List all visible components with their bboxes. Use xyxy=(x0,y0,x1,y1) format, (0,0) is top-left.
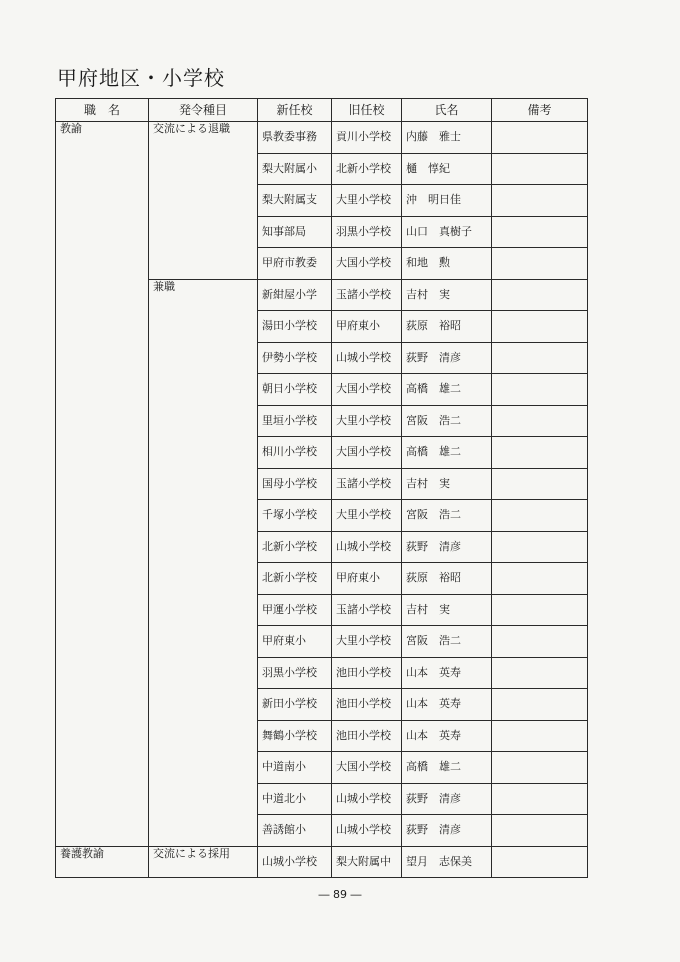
new-school-cell: 新紺屋小学 xyxy=(258,279,332,311)
old-school-cell: 大里小学校 xyxy=(332,626,402,658)
old-school-cell: 玉諸小学校 xyxy=(332,279,402,311)
old-school-cell: 梨大附属中 xyxy=(332,846,402,878)
remarks-cell xyxy=(492,374,588,406)
new-school-cell: 知事部局 xyxy=(258,216,332,248)
new-school-cell: 千塚小学校 xyxy=(258,500,332,532)
rank-cell: 教諭 xyxy=(56,122,149,847)
name-cell: 荻野 清彦 xyxy=(402,342,492,374)
name-cell: 山本 英寿 xyxy=(402,689,492,721)
name-cell: 内藤 雅士 xyxy=(402,122,492,154)
old-school-cell: 池田小学校 xyxy=(332,657,402,689)
table-row xyxy=(56,122,588,154)
new-school-cell: 羽黒小学校 xyxy=(258,657,332,689)
header-old-school: 旧任校 xyxy=(332,99,402,122)
remarks-cell xyxy=(492,216,588,248)
new-school-cell: 甲府東小 xyxy=(258,626,332,658)
new-school-cell: 甲運小学校 xyxy=(258,594,332,626)
table-header-row xyxy=(56,99,588,122)
new-school-cell: 梨大附属小 xyxy=(258,153,332,185)
old-school-cell: 山城小学校 xyxy=(332,815,402,847)
remarks-cell xyxy=(492,783,588,815)
new-school-cell: 北新小学校 xyxy=(258,563,332,595)
name-cell: 樋 惇紀 xyxy=(402,153,492,185)
remarks-cell xyxy=(492,279,588,311)
remarks-cell xyxy=(492,500,588,532)
old-school-cell: 貢川小学校 xyxy=(332,122,402,154)
old-school-cell: 大里小学校 xyxy=(332,405,402,437)
name-cell: 荻原 裕昭 xyxy=(402,563,492,595)
old-school-cell: 玉諸小学校 xyxy=(332,594,402,626)
page-title: 甲府地区・小学校 xyxy=(57,66,225,90)
remarks-cell xyxy=(492,689,588,721)
new-school-cell: 朝日小学校 xyxy=(258,374,332,406)
name-cell: 吉村 実 xyxy=(402,468,492,500)
name-cell: 山本 英寿 xyxy=(402,720,492,752)
old-school-cell: 山城小学校 xyxy=(332,783,402,815)
remarks-cell xyxy=(492,720,588,752)
old-school-cell: 大里小学校 xyxy=(332,185,402,217)
new-school-cell: 国母小学校 xyxy=(258,468,332,500)
new-school-cell: 善誘館小 xyxy=(258,815,332,847)
new-school-cell: 新田小学校 xyxy=(258,689,332,721)
remarks-cell xyxy=(492,468,588,500)
name-cell: 高橋 雄二 xyxy=(402,374,492,406)
remarks-cell xyxy=(492,752,588,784)
remarks-cell xyxy=(492,626,588,658)
old-school-cell: 羽黒小学校 xyxy=(332,216,402,248)
new-school-cell: 梨大附属支 xyxy=(258,185,332,217)
name-cell: 山口 真樹子 xyxy=(402,216,492,248)
old-school-cell: 大里小学校 xyxy=(332,500,402,532)
remarks-cell xyxy=(492,153,588,185)
old-school-cell: 山城小学校 xyxy=(332,342,402,374)
old-school-cell: 池田小学校 xyxy=(332,720,402,752)
new-school-cell: 県教委事務 xyxy=(258,122,332,154)
remarks-cell xyxy=(492,815,588,847)
new-school-cell: 北新小学校 xyxy=(258,531,332,563)
table-body xyxy=(56,122,588,878)
old-school-cell: 山城小学校 xyxy=(332,531,402,563)
old-school-cell: 甲府東小 xyxy=(332,563,402,595)
name-cell: 和地 勲 xyxy=(402,248,492,280)
new-school-cell: 山城小学校 xyxy=(258,846,332,878)
remarks-cell xyxy=(492,185,588,217)
header-new-school: 新任校 xyxy=(258,99,332,122)
rank-cell: 養護教諭 xyxy=(56,846,149,878)
new-school-cell: 里垣小学校 xyxy=(258,405,332,437)
remarks-cell xyxy=(492,846,588,878)
name-cell: 荻野 清彦 xyxy=(402,531,492,563)
new-school-cell: 甲府市教委 xyxy=(258,248,332,280)
remarks-cell xyxy=(492,122,588,154)
remarks-cell xyxy=(492,437,588,469)
remarks-cell xyxy=(492,563,588,595)
name-cell: 荻野 清彦 xyxy=(402,783,492,815)
old-school-cell: 玉諸小学校 xyxy=(332,468,402,500)
remarks-cell xyxy=(492,342,588,374)
name-cell: 吉村 実 xyxy=(402,594,492,626)
old-school-cell: 大国小学校 xyxy=(332,752,402,784)
new-school-cell: 中道南小 xyxy=(258,752,332,784)
old-school-cell: 北新小学校 xyxy=(332,153,402,185)
old-school-cell: 大国小学校 xyxy=(332,374,402,406)
old-school-cell: 甲府東小 xyxy=(332,311,402,343)
old-school-cell: 大国小学校 xyxy=(332,437,402,469)
remarks-cell xyxy=(492,594,588,626)
name-cell: 荻野 清彦 xyxy=(402,815,492,847)
new-school-cell: 舞鶴小学校 xyxy=(258,720,332,752)
remarks-cell xyxy=(492,311,588,343)
appointment-type-cell: 兼職 xyxy=(149,279,258,846)
name-cell: 宮阪 浩二 xyxy=(402,405,492,437)
name-cell: 高橋 雄二 xyxy=(402,752,492,784)
name-cell: 宮阪 浩二 xyxy=(402,626,492,658)
remarks-cell xyxy=(492,531,588,563)
old-school-cell: 池田小学校 xyxy=(332,689,402,721)
header-appointment-type: 発令種目 xyxy=(149,99,258,122)
header-name: 氏名 xyxy=(402,99,492,122)
new-school-cell: 相川小学校 xyxy=(258,437,332,469)
remarks-cell xyxy=(492,405,588,437)
name-cell: 山本 英寿 xyxy=(402,657,492,689)
personnel-table xyxy=(55,98,588,878)
name-cell: 荻原 裕昭 xyxy=(402,311,492,343)
name-cell: 宮阪 浩二 xyxy=(402,500,492,532)
appointment-type-cell: 交流による採用 xyxy=(149,846,258,878)
old-school-cell: 大国小学校 xyxy=(332,248,402,280)
name-cell: 高橋 雄二 xyxy=(402,437,492,469)
new-school-cell: 中道北小 xyxy=(258,783,332,815)
remarks-cell xyxy=(492,657,588,689)
new-school-cell: 湯田小学校 xyxy=(258,311,332,343)
new-school-cell: 伊勢小学校 xyxy=(258,342,332,374)
remarks-cell xyxy=(492,248,588,280)
name-cell: 沖 明日佳 xyxy=(402,185,492,217)
name-cell: 望月 志保美 xyxy=(402,846,492,878)
header-remarks: 備考 xyxy=(492,99,588,122)
table-row xyxy=(56,846,588,878)
page-number: ― 89 ― xyxy=(318,888,362,901)
appointment-type-cell: 交流による退職 xyxy=(149,122,258,280)
name-cell: 吉村 実 xyxy=(402,279,492,311)
header-rank: 職 名 xyxy=(56,99,149,122)
